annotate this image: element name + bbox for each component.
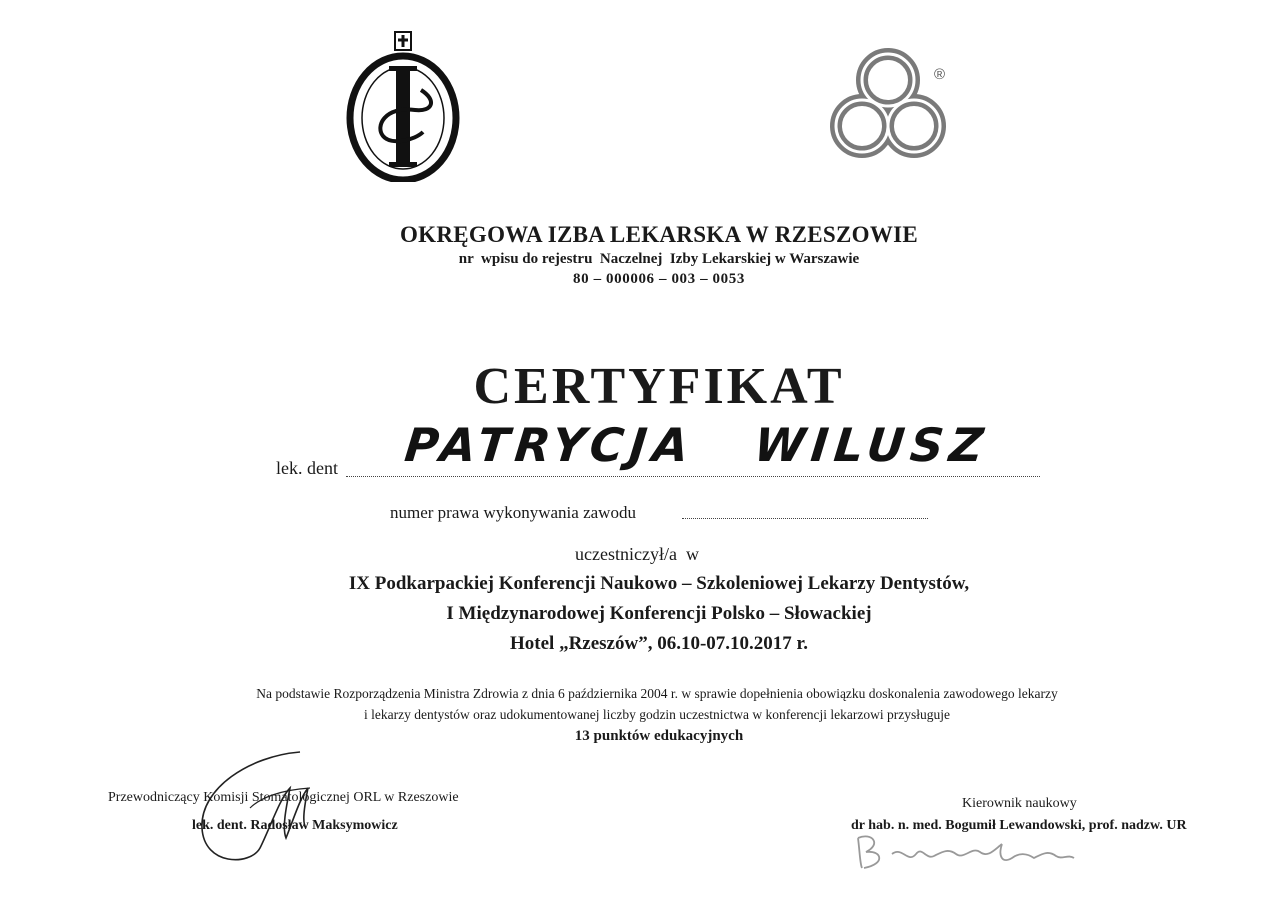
education-points: 13 punktów edukacyjnych <box>574 728 744 744</box>
license-label: numer prawa wykonywania zawodu <box>390 503 636 522</box>
participated-text: uczestniczył/a w <box>575 544 699 564</box>
left-signature <box>190 748 340 868</box>
handwritten-first-name: PATRYCJA <box>402 418 698 472</box>
conference-line-1: IX Podkarpackiej Konferencji Naukowo – Szkoleniowej Lekarzy Dentystów, <box>348 573 970 594</box>
oil-logo <box>345 30 461 182</box>
right-signatory-role: Kierownik naukowy <box>962 796 1077 811</box>
right-signature <box>852 824 1112 874</box>
license-dotted-line <box>682 518 928 519</box>
left-signatory-name: lek. dent. Radosław Maksymowicz <box>192 818 398 833</box>
right-signatory-name: dr hab. n. med. Bogumił Lewandowski, prof. nadzw. UR <box>851 818 1187 833</box>
left-signatory-role: Przewodniczący Komisji Stomatologicznej ORL w Rzeszowie <box>108 790 459 805</box>
registry-line: nr wpisu do rejestru Naczelnej Izby Lekarskiej w Warszawie <box>458 251 860 267</box>
certificate-title: CERTYFIKAT <box>473 358 845 415</box>
legal-basis-line-2: i lekarzy dentystów oraz udokumentowanej liczby godzin uczestnictwa w konferencji lekarzowi przysługuje <box>364 707 950 722</box>
registered-mark: ® <box>934 66 946 83</box>
name-label: lek. dent <box>276 458 338 478</box>
legal-basis-line-1: Na podstawie Rozporządzenia Ministra Zdrowia z dnia 6 października 2004 r. w sprawie dopełnienia obowiązku doskonalenia zawodowego lekarzy <box>256 686 1058 701</box>
registry-number: 80 – 000006 – 003 – 0053 <box>573 271 745 287</box>
handwritten-name <box>402 418 992 472</box>
organization-title: OKRĘGOWA IZBA LEKARSKA W RZESZOWIE <box>399 222 919 247</box>
handwritten-last-name: WILUSZ <box>751 418 992 472</box>
conference-line-2: I Międzynarodowej Konferencji Polsko – Słowackiej <box>446 603 872 624</box>
knot-logo <box>826 44 950 168</box>
conference-line-3: Hotel „Rzeszów”, 06.10-07.10.2017 r. <box>510 633 808 654</box>
name-dotted-line <box>346 476 1040 477</box>
